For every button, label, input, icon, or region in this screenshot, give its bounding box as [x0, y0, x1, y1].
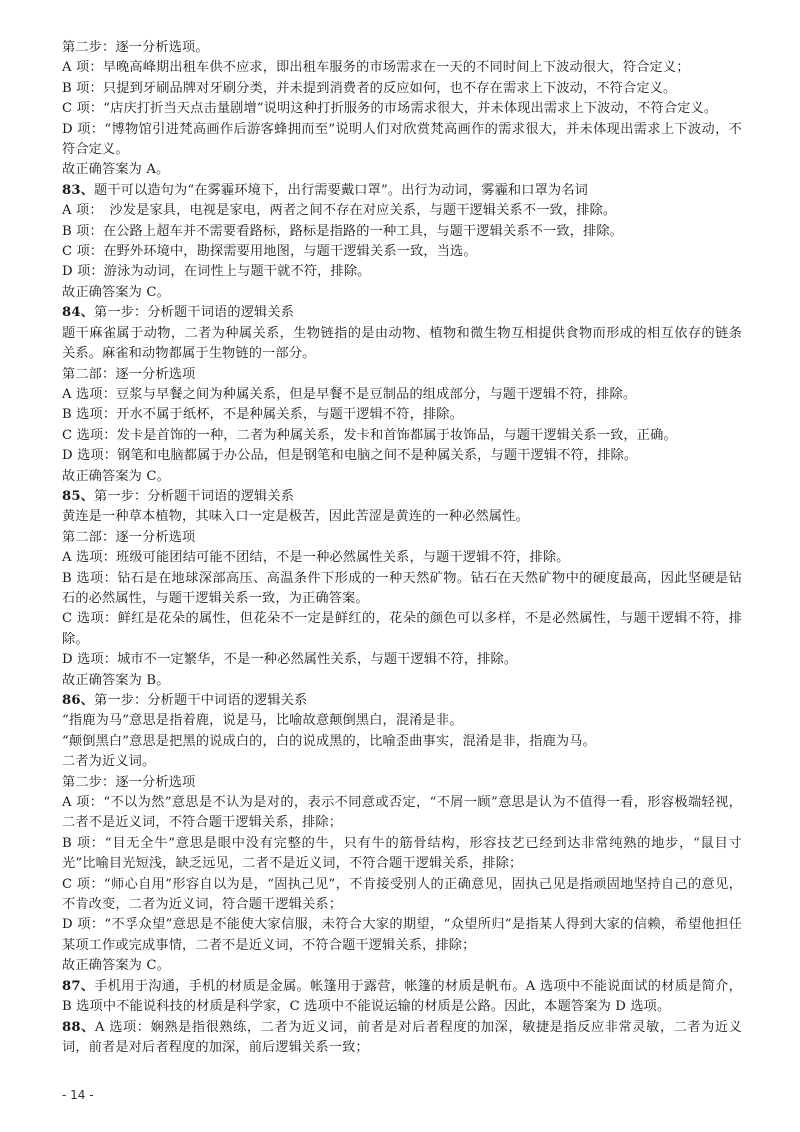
- paragraph-text: B 项：只提到牙刷品牌对牙刷分类，并未提到消费者的反应如何，也不存在需求上下波动，不符合定义。: [62, 80, 677, 96]
- paragraph-text: 第二部：逐一分析选项: [62, 529, 196, 545]
- text-paragraph: [62, 956, 742, 976]
- text-paragraph: [62, 79, 742, 99]
- paragraph-text: “颠倒黑白”意思是把黑的说成白的，白的说成黑的，比喻歪曲事实，混淆是非，指鹿为马。: [62, 733, 596, 749]
- answer-explanations: [62, 38, 742, 1058]
- paragraph-text: 题干麻雀属于动物，二者为种属关系，生物链指的是由动物、植物和微生物互相提供食物而形成的相互依存的链条关系。麻雀和动物都属于生物链的一部分。: [62, 325, 742, 362]
- paragraph-text: D 项：游泳为动词，在词性上与题干就不符，排除。: [62, 264, 371, 280]
- text-paragraph: [62, 875, 742, 916]
- text-paragraph: [62, 752, 742, 772]
- text-paragraph: [62, 222, 742, 242]
- paragraph-text: A 选项：娴熟是指很熟练，二者为近义词，前者是对后者程度的加深，敏捷是指反应非常灵敏，二者为近义词，前者是对后者程度的加深，前后逻辑关系一致；: [62, 1019, 742, 1055]
- text-paragraph: [62, 385, 742, 405]
- question-answer-heading: [62, 487, 742, 507]
- paragraph-text: 故正确答案为 B。: [62, 672, 170, 688]
- paragraph-text: D 选项：钢笔和电脑都属于办公品，但是钢笔和电脑之间不是种属关系，与题干逻辑不符，排除。: [62, 448, 638, 464]
- paragraph-text: “指鹿为马”意思是指着鹿，说是马，比喻故意颠倒黑白，混淆是非。: [62, 713, 463, 729]
- paragraph-text: A 选项：班级可能团结可能不团结，不是一种必然属性关系，与题干逻辑不符，排除。: [62, 550, 570, 566]
- paragraph-text: A 选项：豆浆与早餐之间为种属关系，但是早餐不是豆制品的组成部分，与题干逻辑不符，排除。: [62, 386, 637, 402]
- text-paragraph: [62, 426, 742, 446]
- paragraph-text: C 选项：发卡是首饰的一种，二者为种属关系，发卡和首饰都属于妆饰品，与题干逻辑关系一致，正确。: [62, 427, 677, 443]
- text-paragraph: [62, 528, 742, 548]
- text-paragraph: [62, 773, 742, 793]
- text-paragraph: [62, 548, 742, 568]
- paragraph-text: C 项：在野外环境中，勘探需要用地图，与题干逻辑关系一致，当选。: [62, 244, 477, 260]
- page-number: - 14 -: [62, 1088, 94, 1102]
- paragraph-text: 第一步：分析题干中词语的逻辑关系: [94, 693, 308, 708]
- text-paragraph: [62, 793, 742, 834]
- text-paragraph: [62, 120, 742, 161]
- paragraph-text: 第二步：逐一分析选项: [62, 774, 196, 790]
- text-paragraph: [62, 324, 742, 365]
- paragraph-text: B 项：“目无全牛”意思是眼中没有完整的牛，只有牛的筋骨结构，形容技艺已经到达非常纯熟的地步，“鼠目寸光”比喻目光短浅，缺乏远见，二者不是近义词，不符合题干逻辑关系，排除；: [62, 835, 742, 872]
- paragraph-text: C 项：“师心自用”形容自以为是，“固执己见”，不肯接受别人的正确意见，固执己见是指顽固地坚持自己的意见，不肯改变，二者为近义词，符合题干逻辑关系；: [62, 876, 742, 913]
- question-answer-heading: [62, 1018, 742, 1059]
- paragraph-text: 黄连是一种草本植物，其味入口一定是极苦，因此苦涩是黄连的一种必然属性。: [62, 509, 529, 525]
- text-paragraph: [62, 467, 742, 487]
- question-number: 83、: [62, 182, 94, 198]
- text-paragraph: [62, 242, 742, 262]
- paragraph-text: C 项：“店庆打折当天点击量剧增”说明这种打折服务的市场需求很大，并未体现出需求上下波动，不符合定义。: [62, 101, 718, 117]
- text-paragraph: [62, 405, 742, 425]
- text-paragraph: [62, 365, 742, 385]
- text-paragraph: [62, 262, 742, 282]
- text-paragraph: [62, 446, 742, 466]
- paragraph-text: A 项： 沙发是家具，电视是家电，两者之间不存在对应关系，与题干逻辑关系不一致，排除。: [62, 203, 617, 219]
- paragraph-text: B 选项：钻石是在地球深部高压、高温条件下形成的一种天然矿物。钻石在天然矿物中的硬度最高，因此坚硬是钻石的必然属性，与题干逻辑关系一致，为正确答案。: [62, 570, 742, 606]
- paragraph-text: 故正确答案为 A。: [62, 162, 170, 178]
- paragraph-text: D 项：“不孚众望”意思是不能使大家信服，未符合大家的期望，“众望所归”是指某人得到大家的信赖，希望他担任某项工作或完成事情，二者不是近义词，不符合题干逻辑关系，排除；: [62, 917, 742, 953]
- paragraph-text: D 项：“博物馆引进梵高画作后游客蜂拥而至”说明人们对欣赏梵高画作的需求很大，并未体现出需求上下波动，不符合定义。: [62, 121, 742, 158]
- paragraph-text: 第二步：逐一分析选项。: [62, 40, 209, 55]
- paragraph-text: 第一步：分析题干词语的逻辑关系: [94, 488, 295, 504]
- paragraph-text: 题干可以造句为“在雾霾环境下，出行需要戴口罩”。出行为动词，雾霾和口罩为名词: [94, 182, 588, 198]
- text-paragraph: [62, 283, 742, 303]
- text-paragraph: [62, 671, 742, 691]
- paragraph-text: 故正确答案为 C。: [62, 284, 170, 300]
- question-number: 84、: [62, 305, 94, 321]
- text-paragraph: [62, 569, 742, 610]
- paragraph-text: B 选项：开水不属于纸杯，不是种属关系，与题干逻辑不符，排除。: [62, 407, 463, 423]
- question-number: 88、: [62, 1019, 95, 1035]
- text-paragraph: [62, 201, 742, 221]
- text-paragraph: [62, 650, 742, 670]
- question-answer-heading: [62, 303, 742, 323]
- paragraph-text: 故正确答案为 C。: [62, 468, 170, 484]
- text-paragraph: [62, 507, 742, 527]
- text-paragraph: [62, 160, 742, 180]
- paragraph-text: 手机用于沟通，手机的材质是金属。帐篷用于露营，帐篷的材质是帆布。A 选项中不能说面试的材质是简介，B 选项中不能说科技的材质是科学家，C 选项中不能说运输的材质是公路。因此，本题答案为 D 选项。: [62, 978, 742, 1015]
- paragraph-text: A 项：早晚高峰期出租车供不应求，即出租车服务的市场需求在一天的不同时间上下波动很大，符合定义；: [62, 60, 690, 76]
- text-paragraph: [62, 732, 742, 752]
- paragraph-text: D 选项：城市不一定繁华，不是一种必然属性关系，与题干逻辑不符，排除。: [62, 652, 518, 668]
- question-answer-heading: [62, 691, 742, 711]
- paragraph-text: B 项：在公路上超车并不需要看路标，路标是指路的一种工具，与题干逻辑关系不一致，排除。: [62, 223, 624, 239]
- paragraph-text: 第一步：分析题干词语的逻辑关系: [94, 305, 295, 321]
- text-paragraph: [62, 609, 742, 650]
- question-answer-heading: [62, 977, 742, 1018]
- text-paragraph: [62, 834, 742, 875]
- question-number: 85、: [62, 488, 94, 504]
- text-paragraph: [62, 58, 742, 78]
- question-answer-heading: [62, 181, 742, 201]
- text-paragraph: [62, 915, 742, 956]
- paragraph-text: 故正确答案为 C。: [62, 958, 170, 974]
- question-number: 86、: [62, 693, 94, 708]
- text-paragraph: [62, 38, 742, 58]
- paragraph-text: A 项：“不以为然”意思是不认为是对的，表示不同意或否定，“不屑一顾”意思是认为不值得一看，形容极端轻视，二者不是近义词，不符合题干逻辑关系，排除；: [62, 795, 742, 831]
- paragraph-text: 二者为近义词。: [62, 754, 156, 770]
- text-paragraph: [62, 711, 742, 731]
- paragraph-text: C 选项：鲜红是花朵的属性，但花朵不一定是鲜红的，花朵的颜色可以多样，不是必然属性，与题干逻辑不符，排除。: [62, 611, 742, 647]
- paragraph-text: 第二部：逐一分析选项: [62, 366, 196, 382]
- text-paragraph: [62, 99, 742, 119]
- question-number: 87、: [62, 978, 95, 994]
